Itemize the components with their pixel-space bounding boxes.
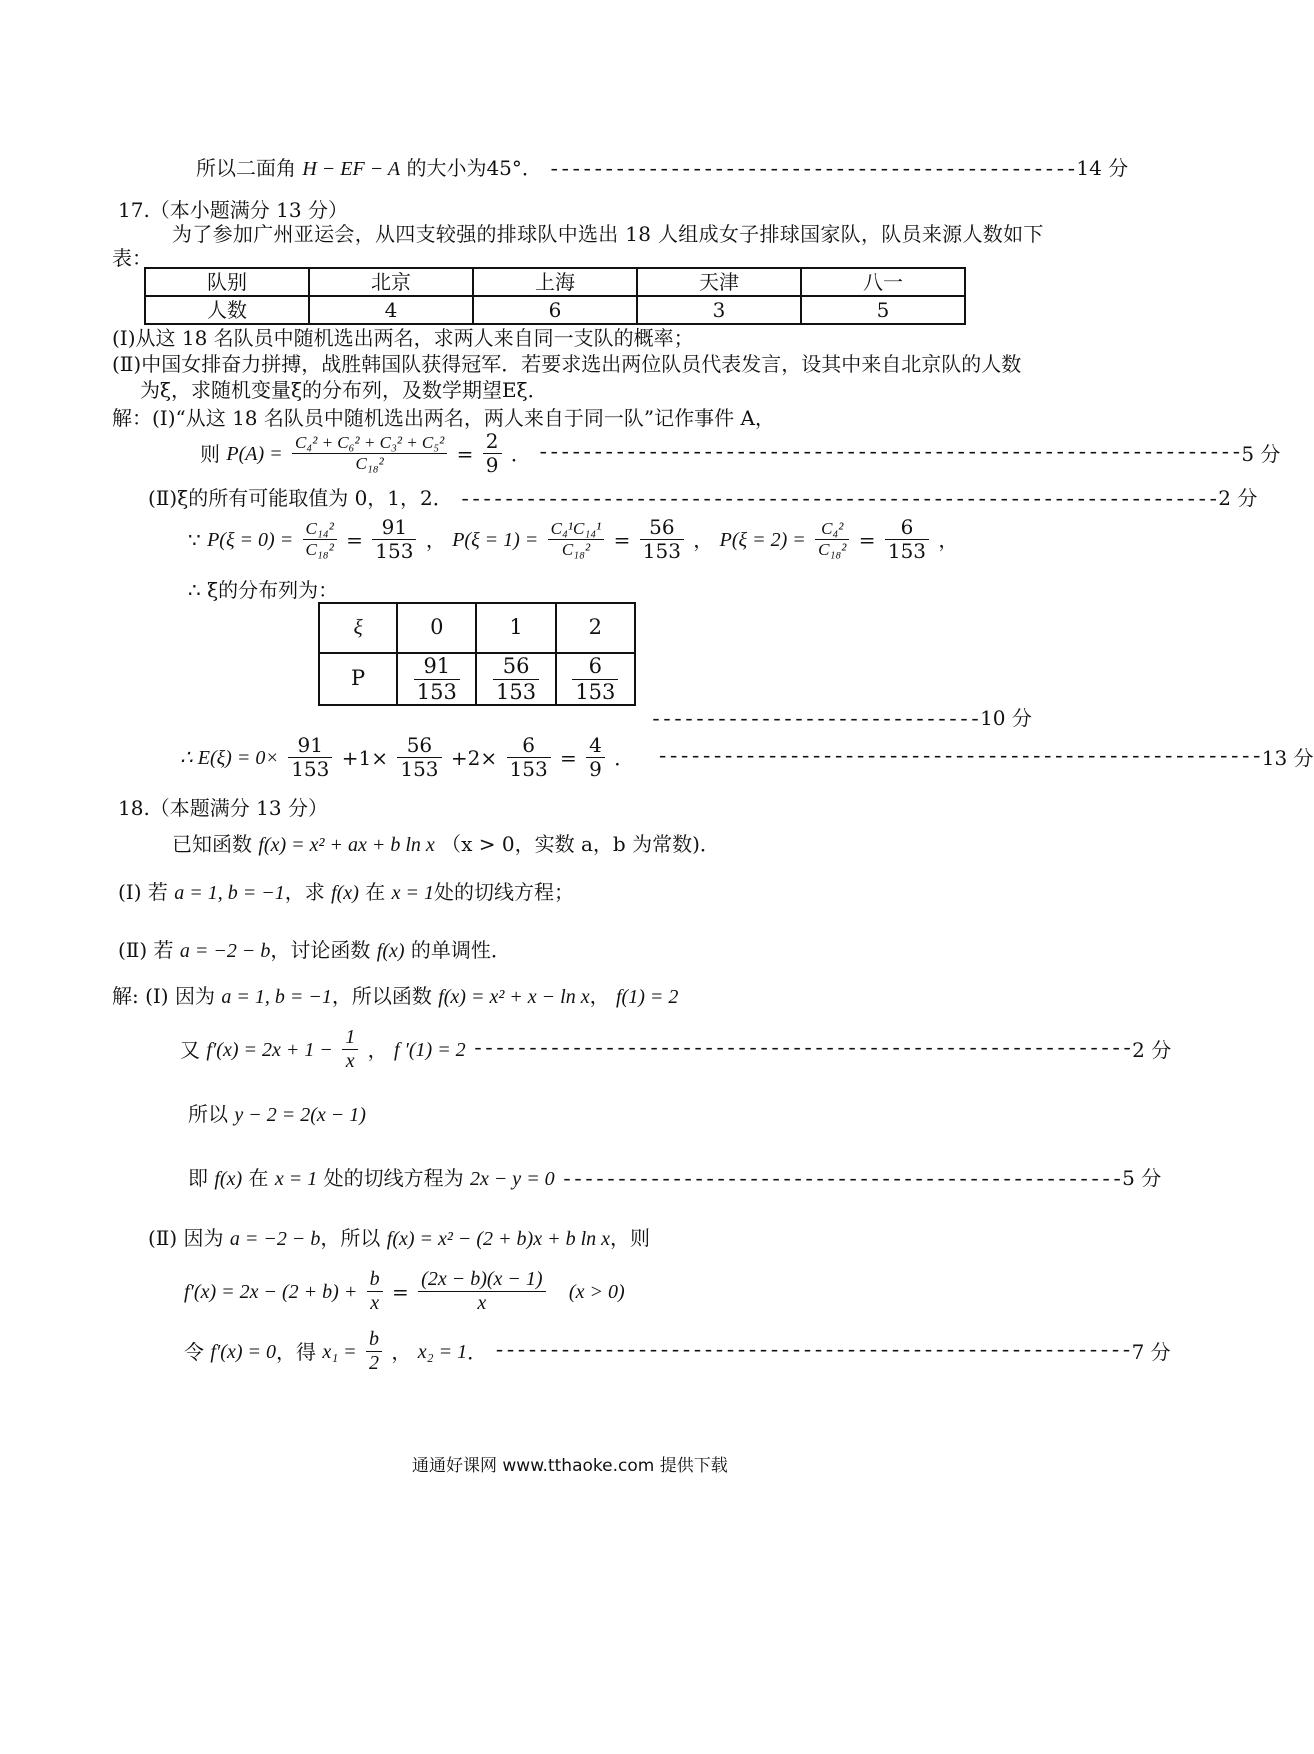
q18-part2: (Ⅱ) 若 a = −2 − b，讨论函数 f(x) 的单调性． <box>118 938 511 962</box>
p0-fraction: $\frac{\text{C₁₄²}}{\text{C₁₈²}}$ <box>303 519 337 559</box>
table-count: 4 <box>309 296 473 324</box>
q17-solution-part1: 解：(Ⅰ)“从这 18 名队员中随机选出两名，两人来自于同一队”记作事件 A， <box>112 406 775 430</box>
team-count-table <box>144 267 966 325</box>
table-row <box>319 603 635 653</box>
q18-given: 已知函数 f(x) = x² + ax + b ln x （x > 0，实数 a，b 为常数)． <box>172 832 720 856</box>
xi-value: 1 <box>476 603 555 653</box>
p1-fraction: $\frac{\text{C₄¹C₁₄¹}}{\text{C₁₈²}}$ <box>548 519 605 559</box>
table-count: 3 <box>637 296 801 324</box>
q17-intro-line1: 为了参加广州亚运会，从四支较强的排球队中选出 18 人组成女子排球国家队，队员来源人数如下 <box>172 222 1044 246</box>
table-team: 八一 <box>801 268 965 296</box>
dihedral-conclusion-line: 所以二面角 H − EF − A 的大小为45°． ------------------------------------------------14 分 <box>196 156 1129 182</box>
table-count: 6 <box>473 296 637 324</box>
distribution-score: ------------------------------10 分 <box>650 706 1032 732</box>
xi-value: 2 <box>556 603 635 653</box>
distribution-table <box>318 602 636 706</box>
prob-cell: $\frac{91}{153}$ <box>397 653 476 705</box>
xi-value: 0 <box>397 603 476 653</box>
table-team: 北京 <box>309 268 473 296</box>
xi-label: ξ <box>319 603 397 653</box>
table-row <box>145 268 965 296</box>
q17-part2-line2: 为ξ，求随机变量ξ的分布列，及数学期望Eξ． <box>140 378 548 402</box>
p2-result: $\frac{6}{153}$ <box>885 516 929 563</box>
q17-intro-line2: 表： <box>112 246 152 270</box>
table-row-label: 人数 <box>145 296 309 324</box>
zero-derivative-line: 令 f′(x) = 0，得 x₁ = $\frac{b}{2}$ ， x₂ = 1． ----------------------------------------------------------7 分 <box>184 1328 1171 1374</box>
q17-part2-line1: (Ⅱ)中国女排奋力拼搏，战胜韩国队获得冠军．若要求选出两位队员代表发言，设其中来自北京队的人数 <box>112 352 1022 376</box>
q18-header: 18.（本题满分 13 分） <box>118 796 328 820</box>
p-label: P <box>319 653 397 705</box>
tangent-equation: 所以 y − 2 = 2(x − 1) <box>188 1102 366 1126</box>
pa-formula-line: 则 P(A) = $\frac{\text{C₄² + C₆² + C₃² + C₅²}}{\text{C₁₈²}}$ = $\frac{2}{9}$ ． ----------------------------------------------------------------5 分 <box>200 429 1281 477</box>
p2-fraction: $\frac{\text{C₄²}}{\text{C₁₈²}}$ <box>815 519 849 559</box>
page-footer: 通通好课网 www.tthaoke.com 提供下载 <box>412 1456 728 1476</box>
table-row <box>145 296 965 324</box>
q17-part1: (Ⅰ)从这 18 名队员中随机选出两名，求两人来自同一支队的概率； <box>112 326 694 350</box>
q18-solution-part2: (Ⅱ) 因为 a = −2 − b，所以 f(x) = x² − (2 + b)x + b ln x，则 <box>148 1226 651 1250</box>
derivative-factored: f′(x) = 2x − (2 + b) + $\frac{b}{x}$ = $\frac{(2x - b)(x - 1)}{x}$ (x > 0) <box>184 1268 625 1314</box>
expectation-line: ∴ E(ξ) = 0× $\frac{91}{153}$ +1× $\frac{56}{153}$ +2× $\frac{6}{153}$ = $\frac{4}{9}$ ． -------------------------------------------------------13 分 <box>180 733 1314 781</box>
p0-result: $\frac{91}{153}$ <box>372 516 416 563</box>
pa-fraction: $\frac{\text{C₄² + C₆² + C₃² + C₅²}}{\text{C₁₈²}}$ <box>292 433 447 473</box>
prob-cell: $\frac{6}{153}$ <box>556 653 635 705</box>
q18-part1: (Ⅰ) 若 a = 1, b = −1，求 f(x) 在 x = 1处的切线方程； <box>118 880 574 904</box>
table-team: 上海 <box>473 268 637 296</box>
derivative-line: 又 f′(x) = 2x + 1 − $\frac{1}{x}$ ， f ′(1) = 2 ------------------------------------------------------------2 分 <box>180 1026 1172 1072</box>
q17-header: 17.（本小题满分 13 分） <box>118 198 348 222</box>
table-row <box>319 653 635 705</box>
q17-solution-part2: (Ⅱ)ξ的所有可能取值为 0，1，2． ---------------------------------------------------------------------2 分 <box>148 486 1258 512</box>
tangent-result: 即 f(x) 在 x = 1 处的切线方程为 2x − y = 0 ---------------------------------------------------5 分 <box>188 1166 1162 1192</box>
probabilities-line: ∵ P(ξ = 0) = $\frac{\text{C₁₄²}}{\text{C₁₈²}}$ = $\frac{91}{153}$ ， P(ξ = 1) = $\frac{\text{C₄¹C₁₄¹}}{\text{C₁₈²}}$ = $\frac{56}{153}$ ， P(ξ = 2) = $\frac{\text{C₄²}}{\text{C₁₈²}}$ = $\frac{6}{153}$ ， <box>188 515 959 563</box>
p1-result: $\frac{56}{153}$ <box>640 516 684 563</box>
q18-solution-part1: 解: (Ⅰ) 因为 a = 1, b = −1，所以函数 f(x) = x² + x − ln x， f(1) = 2 <box>112 984 679 1008</box>
table-count: 5 <box>801 296 965 324</box>
table-head-label: 队别 <box>145 268 309 296</box>
pa-result-fraction: $\frac{2}{9}$ <box>483 430 502 477</box>
table-team: 天津 <box>637 268 801 296</box>
prob-cell: $\frac{56}{153}$ <box>476 653 555 705</box>
distribution-title: ∴ ξ的分布列为： <box>188 578 339 602</box>
